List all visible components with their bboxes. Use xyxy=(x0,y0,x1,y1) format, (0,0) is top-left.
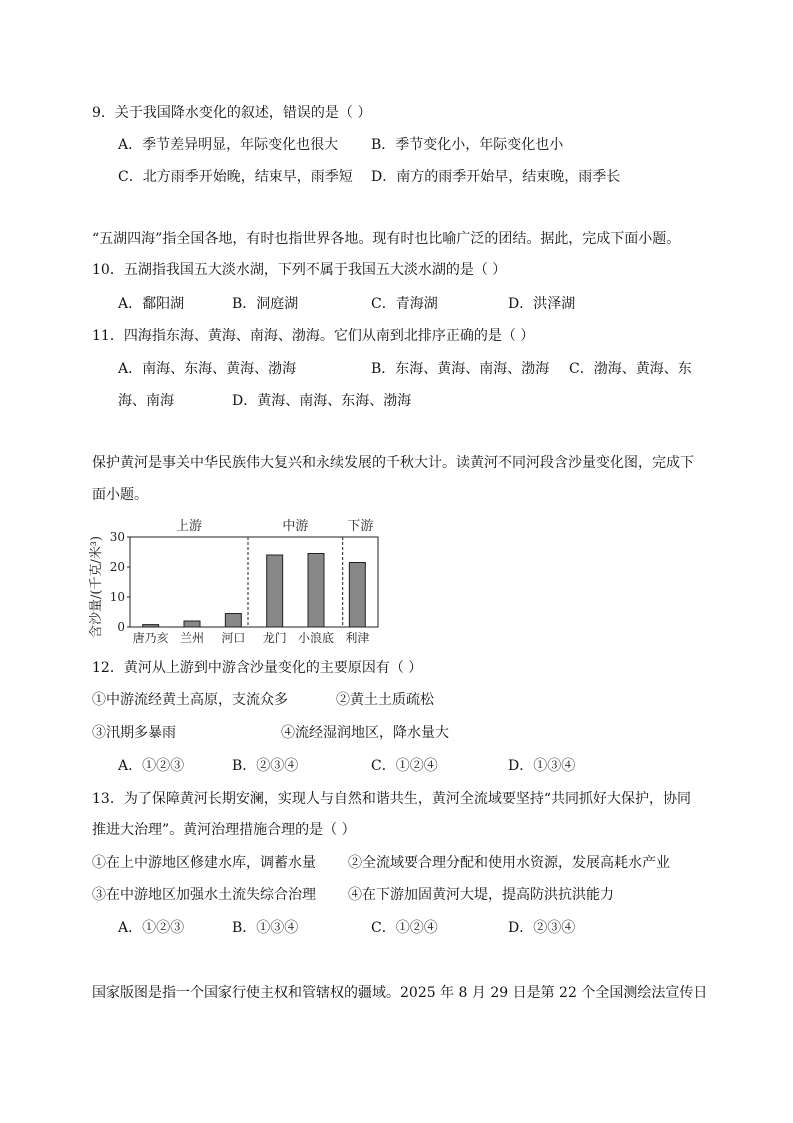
x-tick-label: 唐乃亥 xyxy=(132,631,169,645)
q13-option-c[interactable]: C．①②④ xyxy=(371,920,438,936)
q9-option-b[interactable]: B．季节变化小，年际变化也小 xyxy=(371,137,564,153)
x-tick-label: 利津 xyxy=(345,631,370,645)
y-tick-label: 0 xyxy=(117,620,125,634)
q10-option-b[interactable]: B．洞庭湖 xyxy=(232,296,299,312)
q10-stem: 10．五湖指我国五大淡水湖，下列不属于我国五大淡水湖的是（ ） xyxy=(92,262,507,278)
x-tick-label: 河口 xyxy=(221,631,246,645)
sediment-chart-svg xyxy=(88,512,388,650)
q10-option-d[interactable]: D．洪泽湖 xyxy=(508,296,576,312)
q11-option-c[interactable]: C．渤海、黄海、东 xyxy=(569,361,692,377)
section-label: 下游 xyxy=(347,519,374,534)
y-axis-label: 含沙量/(千克/米³) xyxy=(89,535,104,639)
q12-statement-4: ④流经湿润地区，降水量大 xyxy=(281,725,449,741)
q12-option-b[interactable]: B．②③④ xyxy=(232,758,299,774)
q11-option-a[interactable]: A．南海、东海、黄海、渤海 xyxy=(118,361,297,377)
q12-option-c[interactable]: C．①②④ xyxy=(371,758,438,774)
x-tick-label: 小浪底 xyxy=(297,631,335,645)
context-national-territory: 国家版图是指一个国家行使主权和管辖权的疆域。2025 年 8 月 29 日是第 22 个全国测绘法宣传日 xyxy=(92,985,708,1001)
q11-stem: 11．四海指东海、黄海、南海、渤海。它们从南到北排序正确的是（ ） xyxy=(92,328,535,344)
section-label: 中游 xyxy=(282,519,309,534)
q13-stem-line1: 13．为了保障黄河长期安澜，实现人与自然和谐共生，黄河全流域要坚持“共同抓好大保护，协同 xyxy=(92,791,691,807)
context-yellow-river-2: 面小题。 xyxy=(92,487,148,503)
q12-option-a[interactable]: A．①②③ xyxy=(118,758,185,774)
q11-option-b[interactable]: B．东海、黄海、南海、渤海 xyxy=(371,361,550,377)
q12-stem: 12．黄河从上游到中游含沙量变化的主要原因有（ ） xyxy=(92,660,423,676)
x-tick-label: 龙门 xyxy=(262,631,287,645)
q9-option-a[interactable]: A．季节差异明显，年际变化也很大 xyxy=(118,137,339,153)
q10-option-a[interactable]: A．鄱阳湖 xyxy=(118,296,185,312)
q12-statement-2: ②黄土土质疏松 xyxy=(336,692,434,708)
q12-statement-1: ①中游流经黄土高原，支流众多 xyxy=(92,692,288,708)
context-yellow-river-1: 保护黄河是事关中华民族伟大复兴和永续发展的千秋大计。读黄河不同河段含沙量变化图，完成下 xyxy=(92,455,694,471)
q10-option-c[interactable]: C．青海湖 xyxy=(371,296,438,312)
q13-statement-4: ④在下游加固黄河大堤，提高防洪抗洪能力 xyxy=(348,887,614,903)
x-tick-label: 兰州 xyxy=(179,631,205,645)
bar-河口 xyxy=(225,614,241,628)
y-tick-label: 30 xyxy=(109,530,125,544)
q13-statement-2: ②全流域要合理分配和使用水资源，发展高耗水产业 xyxy=(348,855,670,871)
q11-option-d[interactable]: D．黄海、南海、东海、渤海 xyxy=(232,393,412,409)
q13-statement-3: ③在中游地区加强水土流失综合治理 xyxy=(92,887,316,903)
q13-statement-1: ①在上中游地区修建水库，调蓄水量 xyxy=(92,855,316,871)
q9-stem: 9．关于我国降水变化的叙述，错误的是（ ） xyxy=(92,105,372,121)
chart-plot-frame xyxy=(130,537,378,627)
bar-唐乃亥 xyxy=(143,625,159,627)
q12-statement-3: ③汛期多暴雨 xyxy=(92,725,176,741)
q13-option-a[interactable]: A．①②③ xyxy=(118,920,185,936)
bar-小浪底 xyxy=(308,554,324,628)
q13-option-d[interactable]: D．②③④ xyxy=(508,920,576,936)
q11-option-c-cont: 海、南海 xyxy=(118,393,174,409)
y-tick-label: 10 xyxy=(109,590,125,604)
bar-利津 xyxy=(349,563,365,628)
section-label: 上游 xyxy=(175,519,203,534)
bar-龙门 xyxy=(267,555,283,627)
sediment-chart xyxy=(88,512,388,650)
q9-option-d[interactable]: D．南方的雨季开始早，结束晚，雨季长 xyxy=(371,169,621,185)
bar-兰州 xyxy=(184,621,200,627)
q13-option-b[interactable]: B．①③④ xyxy=(232,920,299,936)
q9-option-c[interactable]: C．北方雨季开始晚，结束早，雨季短 xyxy=(118,169,353,185)
q13-stem-line2: 推进大治理”。黄河治理措施合理的是（ ） xyxy=(92,822,356,838)
context-five-lakes: “五湖四海”指全国各地，有时也指世界各地。现有时也比喻广泛的团结。据此，完成下面小题。 xyxy=(92,231,681,247)
q12-option-d[interactable]: D．①③④ xyxy=(508,758,576,774)
y-tick-label: 20 xyxy=(109,560,125,574)
